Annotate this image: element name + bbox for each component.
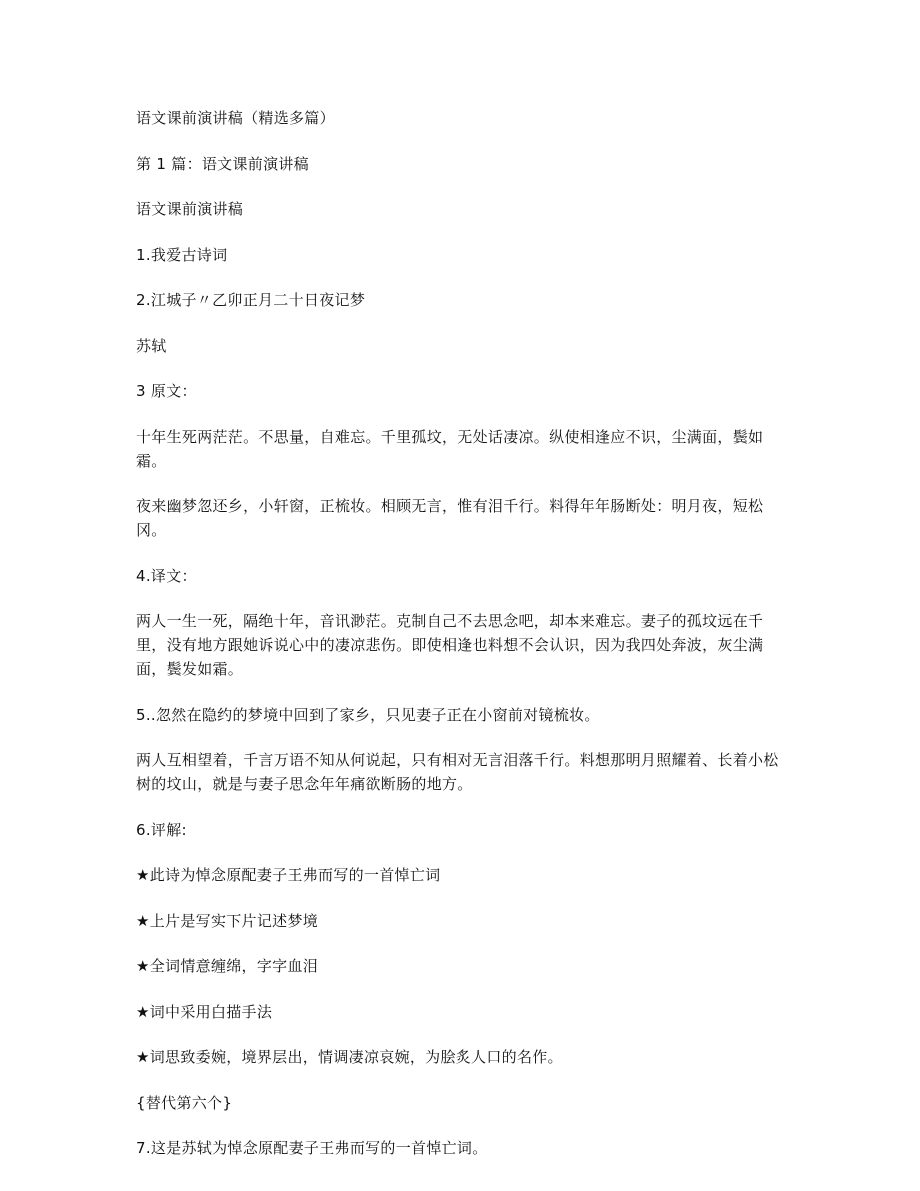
document-title: 语文课前演讲稿（精选多篇）	[136, 109, 335, 127]
original-text-label: 3 原文：	[136, 382, 197, 400]
document-subtitle: 语文课前演讲稿	[136, 200, 244, 218]
list-item-2: 2.江城子〃乙卯正月二十日夜记梦	[136, 291, 366, 309]
commentary-point-3: ★全词情意缠绵，字字血泪	[136, 957, 319, 975]
commentary-point-5: ★词思致委婉，境界层出，情调凄凉哀婉，为脍炙人口的名作。	[136, 1048, 563, 1066]
commentary-point-2: ★上片是写实下片记述梦境	[136, 911, 319, 930]
replacement-note: {替代第六个}	[136, 1093, 233, 1112]
list-item-7: 7.这是苏轼为悼念原配妻子王弗而写的一首悼亡词。	[136, 1139, 488, 1157]
list-item-5: 5..忽然在隐约的梦境中回到了家乡，只见妻子正在小窗前对镜梳妆。	[136, 705, 600, 724]
translation-paragraph-1: 两人一生一死，隔绝十年，音讯渺茫。克制自己不去思念吧，却本来难忘。妻子的孤坟远在千里，没有地方跟她诉说心中的凄凉悲伤。即使相逢也料想不会认识，因为我四处奔波，灰尘满面，鬓发如霜。	[136, 612, 764, 678]
document-page	[136, 106, 786, 1182]
original-text-paragraph-2: 夜来幽梦忽还乡，小轩窗，正梳妆。相顾无言，惟有泪千行。料得年年肠断处：明月夜，短松冈。	[136, 497, 764, 539]
commentary-point-4: ★词中采用白描手法	[136, 1002, 273, 1021]
list-item-1: 1.我爱古诗词	[136, 245, 228, 264]
section-heading: 第 1 篇：语文课前演讲稿	[136, 154, 309, 173]
original-text-paragraph-1: 十年生死两茫茫。不思量，自难忘。千里孤坟，无处话凄凉。纵使相逢应不识，尘满面，鬓如霜。	[136, 427, 764, 470]
translation-paragraph-2: 两人互相望着，千言万语不知从何说起，只有相对无言泪落千行。料想那明月照耀着、长着小松树的坟山，就是与妻子思念年年痛欲断肠的地方。	[136, 751, 779, 793]
commentary-label: 6.评解:	[136, 820, 187, 839]
poem-author: 苏轼	[136, 336, 167, 355]
commentary-point-1: ★此诗为悼念原配妻子王弗而写的一首悼亡词	[136, 866, 441, 884]
translation-label: 4.译文：	[136, 566, 197, 585]
